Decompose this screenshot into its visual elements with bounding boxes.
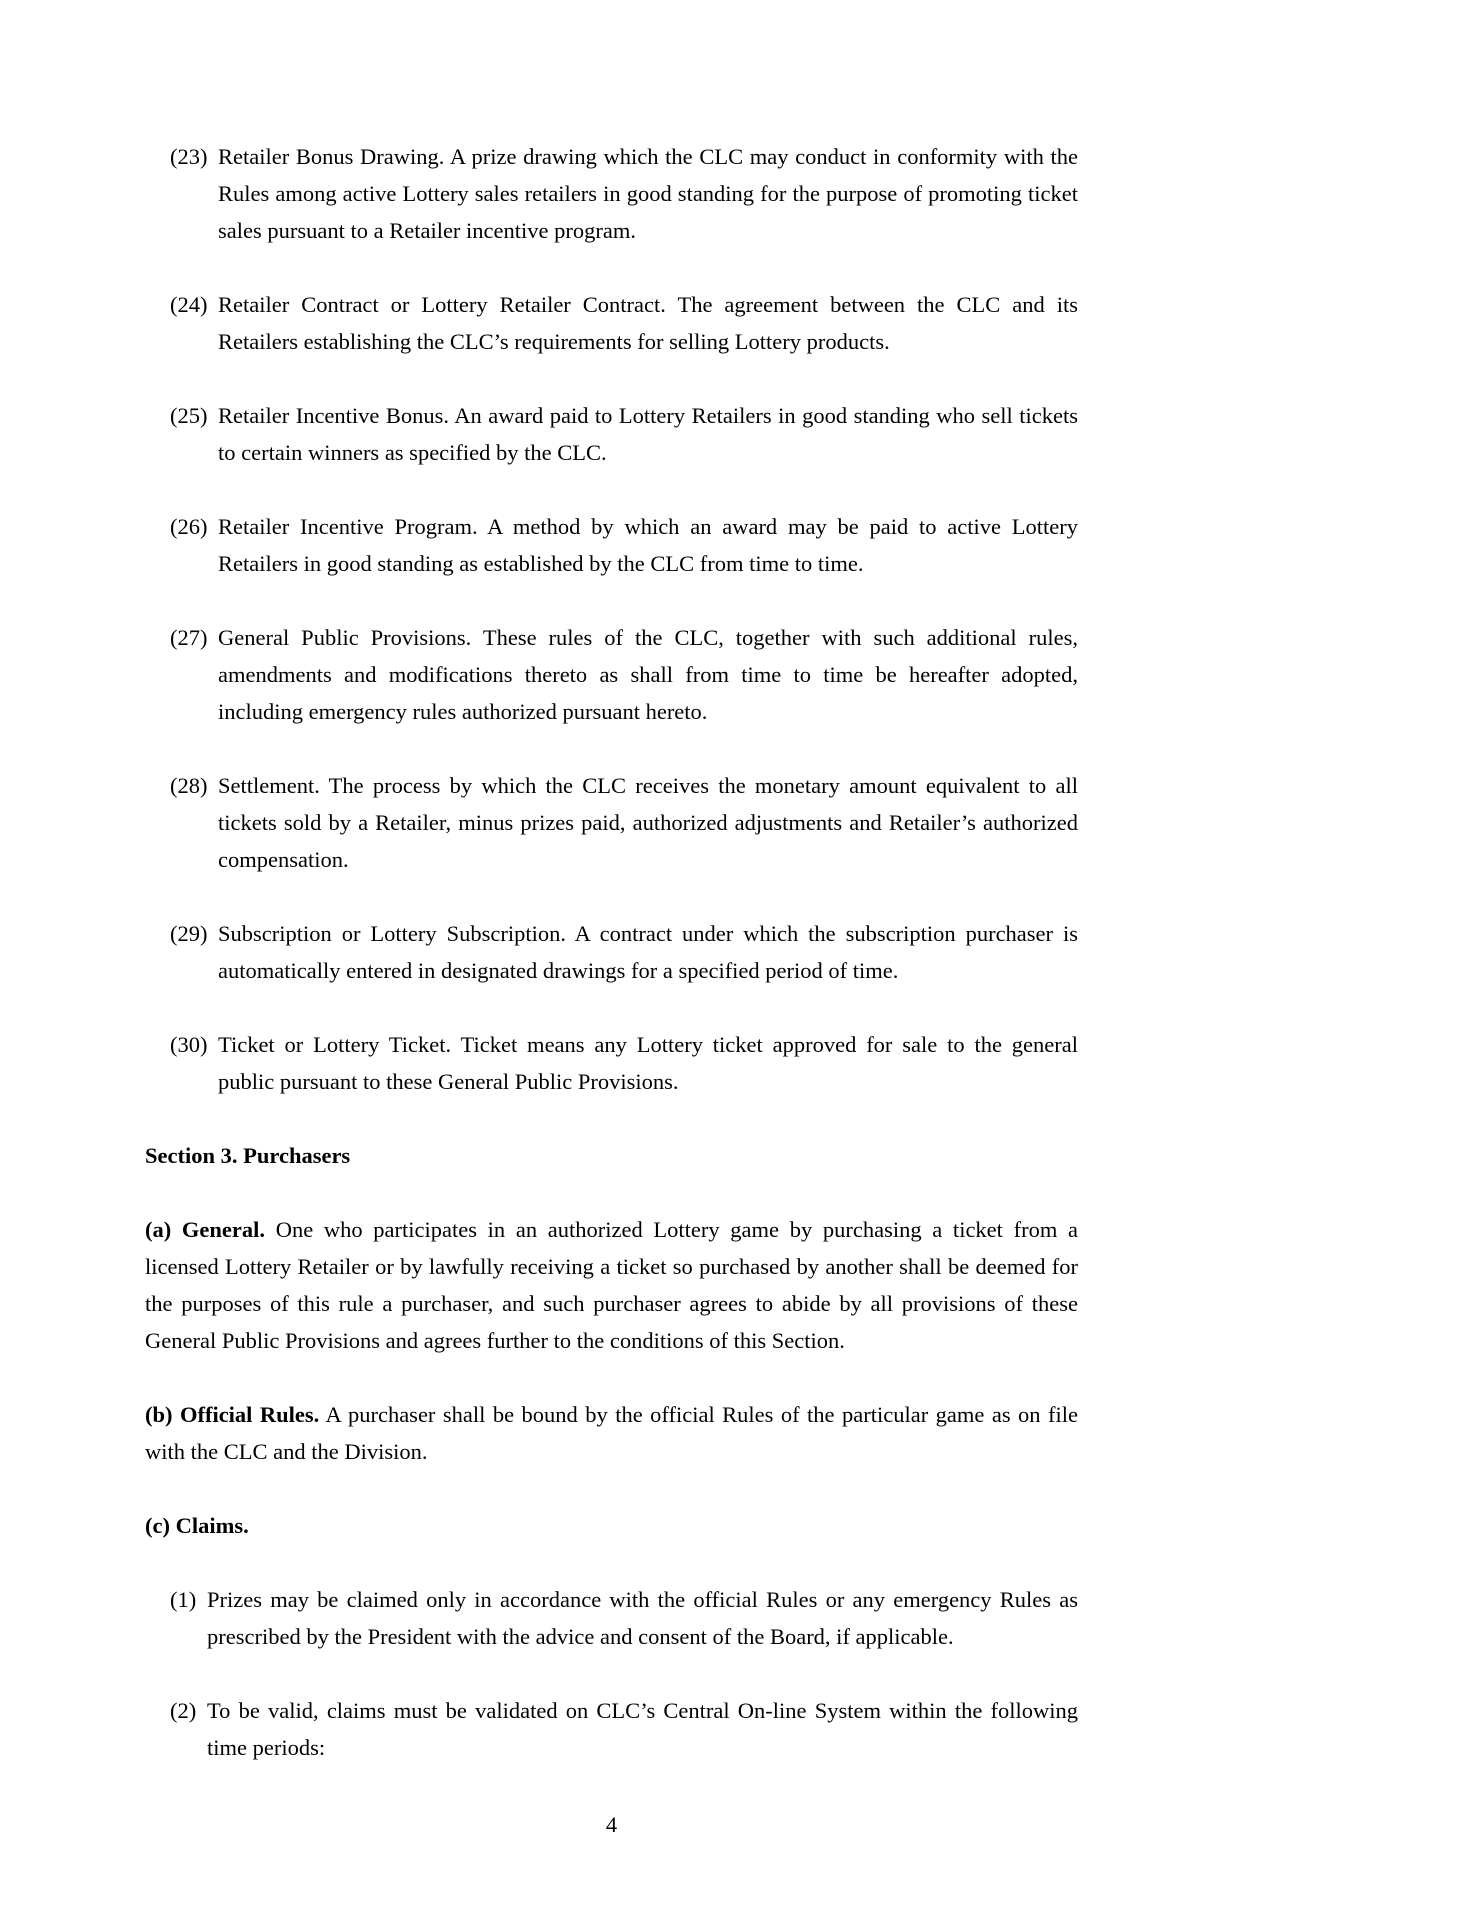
claims-number: (1): [170, 1587, 197, 1612]
definition-number: (30): [170, 1032, 208, 1057]
definition-number: (26): [170, 514, 208, 539]
definition-item-29: [170, 915, 1078, 989]
claims-item-2: [170, 1692, 1078, 1766]
definition-number: (23): [170, 144, 208, 169]
definition-item-26: [170, 508, 1078, 582]
definition-text: Settlement. The process by which the CLC receives the monetary amount equivalent to all tickets sold by a Retailer, minus prizes paid, authorized adjustments and Retailer’s authorized compensation.: [218, 773, 1078, 872]
paragraph-b: [145, 1396, 1078, 1470]
paragraph-c-label: (c) Claims.: [145, 1513, 249, 1538]
paragraph-a: [145, 1211, 1078, 1359]
section-heading: Section 3. Purchasers: [145, 1143, 351, 1168]
definition-text: Subscription or Lottery Subscription. A contract under which the subscription purchaser is automatically entered in designated drawings for a specified period of time.: [218, 921, 1078, 983]
claims-text: To be valid, claims must be validated on CLC’s Central On-line System within the following time periods:: [207, 1698, 1078, 1760]
definition-number: (25): [170, 403, 208, 428]
definition-text: General Public Provisions. These rules of the CLC, together with such additional rules, amendments and modifications thereto as shall from time to time be hereafter adopted, including emergency rules authorized pursuant hereto.: [218, 625, 1078, 724]
claims-number: (2): [170, 1698, 197, 1723]
page-number: 4: [605, 1812, 618, 1837]
definition-number: (29): [170, 921, 208, 946]
paragraph-a-label: (a) General.: [145, 1217, 266, 1242]
paragraph-a-text: One who participates in an authorized Lottery game by purchasing a ticket from a licensed Lottery Retailer or by lawfully receiving a ticket so purchased by another shall be deemed for the purposes of this rule a purchaser, and such purchaser agrees to abide by all provisions of these General Public Provisions and agrees further to the conditions of this Section.: [145, 1217, 1078, 1353]
definition-number: (27): [170, 625, 208, 650]
definition-text: Retailer Incentive Program. A method by which an award may be paid to active Lottery Retailers in good standing as established by the CLC from time to time.: [218, 514, 1078, 576]
definition-item-24: [170, 286, 1078, 360]
paragraph-b-text: A purchaser shall be bound by the official Rules of the particular game as on file with the CLC and the Division.: [145, 1402, 1078, 1464]
definition-item-23: [170, 138, 1078, 249]
definition-item-28: [170, 767, 1078, 878]
definition-item-25: [170, 397, 1078, 471]
definition-number: (24): [170, 292, 208, 317]
claims-text: Prizes may be claimed only in accordance with the official Rules or any emergency Rules as prescribed by the President with the advice and consent of the Board, if applicable.: [207, 1587, 1078, 1649]
definition-item-30: [170, 1026, 1078, 1100]
definition-number: (28): [170, 773, 208, 798]
definition-text: Ticket or Lottery Ticket. Ticket means any Lottery ticket approved for sale to the general public pursuant to these General Public Provisions.: [218, 1032, 1078, 1094]
definition-item-27: [170, 619, 1078, 730]
definition-text: Retailer Bonus Drawing. A prize drawing which the CLC may conduct in conformity with the Rules among active Lottery sales retailers in good standing for the purpose of promoting ticket sales pursuant to a Retailer incentive program.: [218, 144, 1078, 243]
definition-text: Retailer Incentive Bonus. An award paid to Lottery Retailers in good standing who sell tickets to certain winners as specified by the CLC.: [218, 403, 1078, 465]
claims-item-1: [170, 1581, 1078, 1655]
paragraph-b-label: (b) Official Rules.: [145, 1402, 320, 1427]
definition-text: Retailer Contract or Lottery Retailer Contract. The agreement between the CLC and its Retailers establishing the CLC’s requirements for selling Lottery products.: [218, 292, 1078, 354]
